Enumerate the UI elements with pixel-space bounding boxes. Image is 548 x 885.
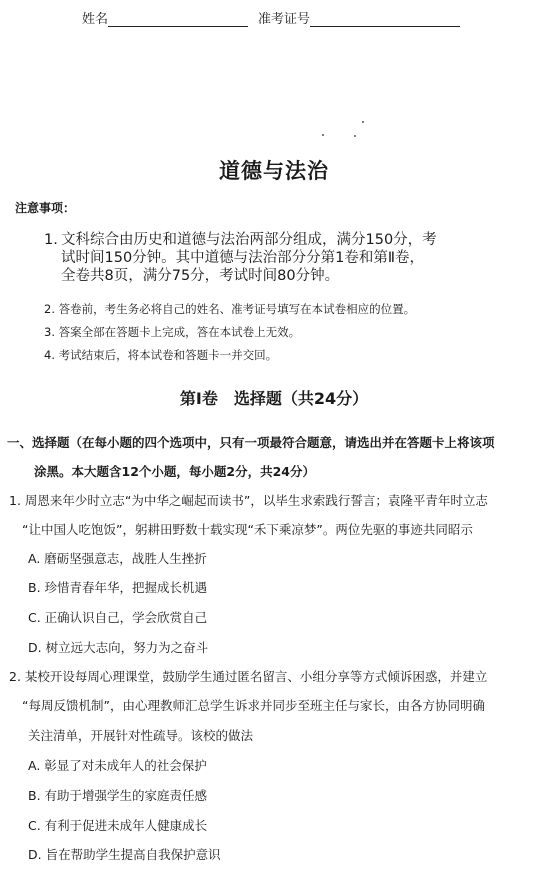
- question-1-option-d[interactable]: D. 树立远大志向，努力为之奋斗: [28, 640, 209, 655]
- question-1-option-a[interactable]: A. 磨砺坚强意志，战胜人生挫折: [28, 551, 207, 566]
- name-blank-line: [108, 12, 248, 27]
- scan-speck: [354, 135, 356, 137]
- instruction-line: 一、选择题（在每小题的四个选项中，只有一项最符合题意，请选出并在答题卡上将该项: [7, 435, 495, 450]
- question-1-stem-line: “让中国人吃饱饭”，躬耕田野数十载实现“禾下乘凉梦”。两位先驱的事迹共同昭示: [22, 522, 473, 537]
- notice-item1-number: 1.: [44, 232, 58, 248]
- question-2-stem-line: 关注清单，开展针对性疏导。该校的做法: [28, 728, 254, 743]
- question-2-stem-line: “每周反馈机制”，由心理教师汇总学生诉求并同步至班主任与家长，由各方协同明确: [22, 698, 485, 713]
- question-2-option-c[interactable]: C. 有利于促进未成年人健康成长: [28, 818, 208, 833]
- notice-heading: 注意事项：: [15, 201, 76, 215]
- notice-item1-line: 文科综合由历史和道德与法治两部分组成，满分150分，考: [61, 232, 437, 248]
- question-1-option-b[interactable]: B. 珍惜青春年华，把握成长机遇: [28, 580, 208, 595]
- question-1-option-c[interactable]: C. 正确认识自己，学会欣赏自己: [28, 610, 208, 625]
- notice-item: 3. 答案全部在答题卡上完成，答在本试卷上无效。: [44, 325, 301, 339]
- notice-item1-line: 试时间150分钟。其中道德与法治部分分第1卷和第Ⅱ卷，: [61, 250, 425, 266]
- question-2-stem-line: 2. 某校开设每周心理课堂，鼓励学生通过匿名留言、小组分享等方式倾诉困惑，并建立: [9, 669, 488, 684]
- name-label: 姓名: [82, 12, 109, 27]
- notice-item1-line: 全卷共8页，满分75分，考试时间80分钟。: [61, 268, 340, 284]
- page-title: 道德与法治: [219, 159, 329, 183]
- question-1-stem-line: 1. 周恩来年少时立志“为中华之崛起而读书”，以毕生求索践行誓言；袁隆平青年时立志: [9, 493, 488, 508]
- section-title: 第Ⅰ卷 选择题（共24分）: [179, 389, 369, 408]
- exam-id-field: [258, 8, 460, 27]
- question-2-option-d[interactable]: D. 旨在帮助学生提高自我保护意识: [28, 847, 221, 862]
- question-2-option-a[interactable]: A. 彰显了对未成年人的社会保护: [28, 758, 207, 773]
- scan-speck: [362, 121, 364, 123]
- exam-id-blank-line: [310, 12, 460, 27]
- notice-item: 2. 答卷前，考生务必将自己的姓名、准考证号填写在本试卷相应的位置。: [44, 302, 416, 316]
- notice-item: 4. 考试结束后，将本试卷和答题卡一并交回。: [44, 348, 278, 362]
- question-2-option-b[interactable]: B. 有助于增强学生的家庭责任感: [28, 788, 208, 803]
- scan-speck: [322, 134, 324, 136]
- instruction-line: 涂黑。本大题含12个小题，每小题2分，共24分）: [34, 464, 315, 479]
- exam-id-label: 准考证号: [258, 12, 311, 27]
- name-field: [82, 8, 248, 27]
